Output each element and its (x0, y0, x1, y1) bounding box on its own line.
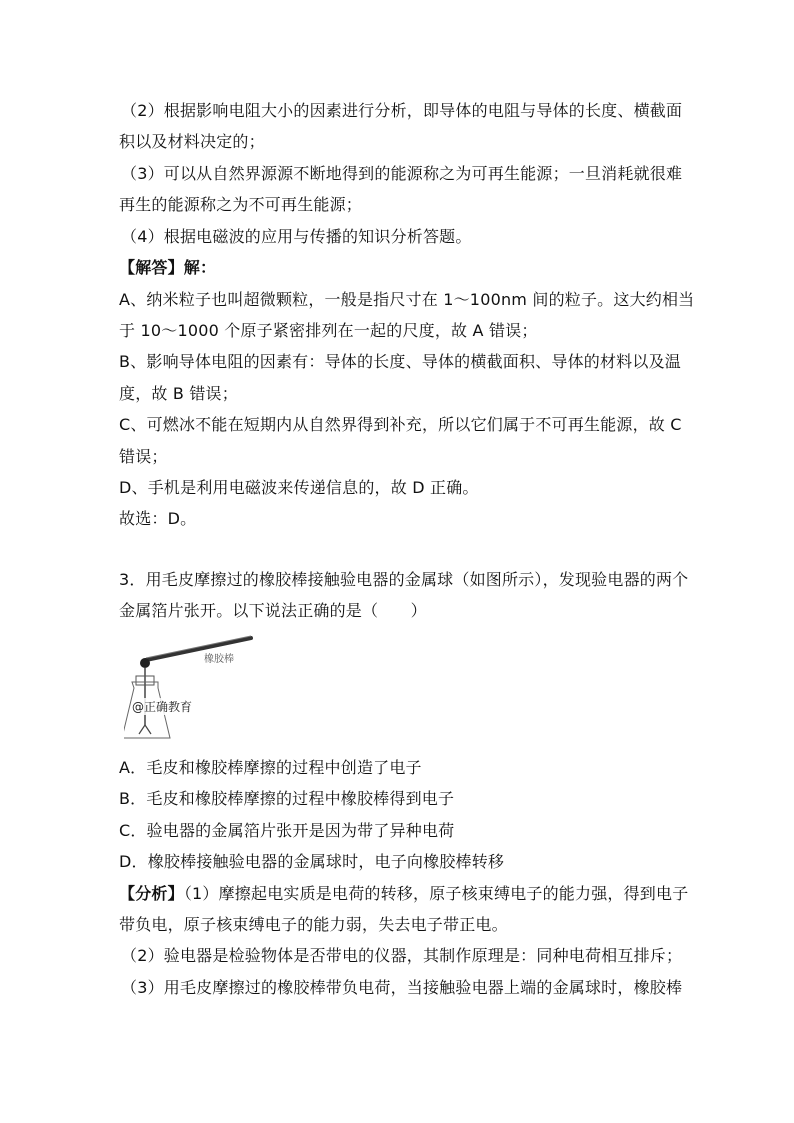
metal-ball (140, 658, 150, 668)
analysis-line: （2）根据影响电阻大小的因素进行分析，即导体的电阻与导体的长度、横截面 (121, 101, 683, 120)
option-d: D．橡胶棒接触验电器的金属球时，电子向橡胶棒转移 (119, 852, 505, 871)
answer-heading: 【解答】解： (119, 258, 217, 277)
analysis-heading: 【分析】 (119, 884, 184, 903)
analysis-line: 再生的能源称之为不可再生能源； (119, 195, 363, 214)
metal-leaves (139, 725, 151, 734)
q3-analysis-line: （3）用毛皮摩擦过的橡胶棒带负电荷，当接触验电器上端的金属球时，橡胶棒 (121, 978, 683, 997)
answer-line: A、纳米粒子也叫超微颗粒，一般是指尺寸在 1～100nm 间的粒子。这大约相当 (119, 290, 695, 309)
rod-label: 橡胶棒 (204, 654, 234, 665)
answer-line: B、影响导体电阻的因素有：导体的长度、导体的横截面积、导体的材料以及温 (119, 352, 681, 371)
analysis-line: （3）可以从自然界源源不断地得到的能源称之为可再生能源；一旦消耗就很难 (121, 164, 683, 183)
option-a: A．毛皮和橡胶棒摩擦的过程中创造了电子 (119, 758, 422, 777)
option-b: B．毛皮和橡胶棒摩擦的过程中橡胶棒得到电子 (119, 789, 455, 808)
q3-analysis-first-line (119, 884, 688, 904)
q3-analysis-line: （2）验电器是检验物体是否带电的仪器，其制作原理是：同种电荷相互排斥； (121, 946, 683, 965)
analysis-line: （4）根据电磁波的应用与传播的知识分析答题。 (121, 227, 472, 246)
answer-line: 故选：D。 (119, 509, 197, 528)
q3-analysis-line: 带负电，原子核束缚电子的能力弱，失去电子带正电。 (119, 915, 508, 934)
answer-line: 错误； (119, 447, 168, 466)
electroscope-figure (124, 630, 259, 742)
watermark-label: @正确教育 (132, 700, 193, 714)
answer-line: D、手机是利用电磁波来传递信息的，故 D 正确。 (119, 478, 479, 497)
answer-line: C、可燃冰不能在短期内从自然界得到补充，所以它们属于不可再生能源，故 C (119, 415, 682, 434)
question-stem: 3．用毛皮摩擦过的橡胶棒接触验电器的金属球（如图所示），发现验电器的两个 (119, 570, 689, 589)
rubber-rod (146, 636, 251, 660)
question-stem: 金属箔片张开。以下说法正确的是（ ） (119, 601, 427, 620)
answer-line: 于 10～1000 个原子紧密排列在一起的尺度，故 A 错误； (119, 321, 538, 340)
analysis-line: 积以及材料决定的； (119, 132, 265, 151)
option-c: C．验电器的金属箔片张开是因为带了异种电荷 (119, 821, 455, 840)
answer-line: 度，故 B 错误； (119, 384, 238, 403)
analysis-text: （1）摩擦起电实质是电荷的转移，原子核束缚电子的能力强，得到电子 (183, 884, 689, 903)
